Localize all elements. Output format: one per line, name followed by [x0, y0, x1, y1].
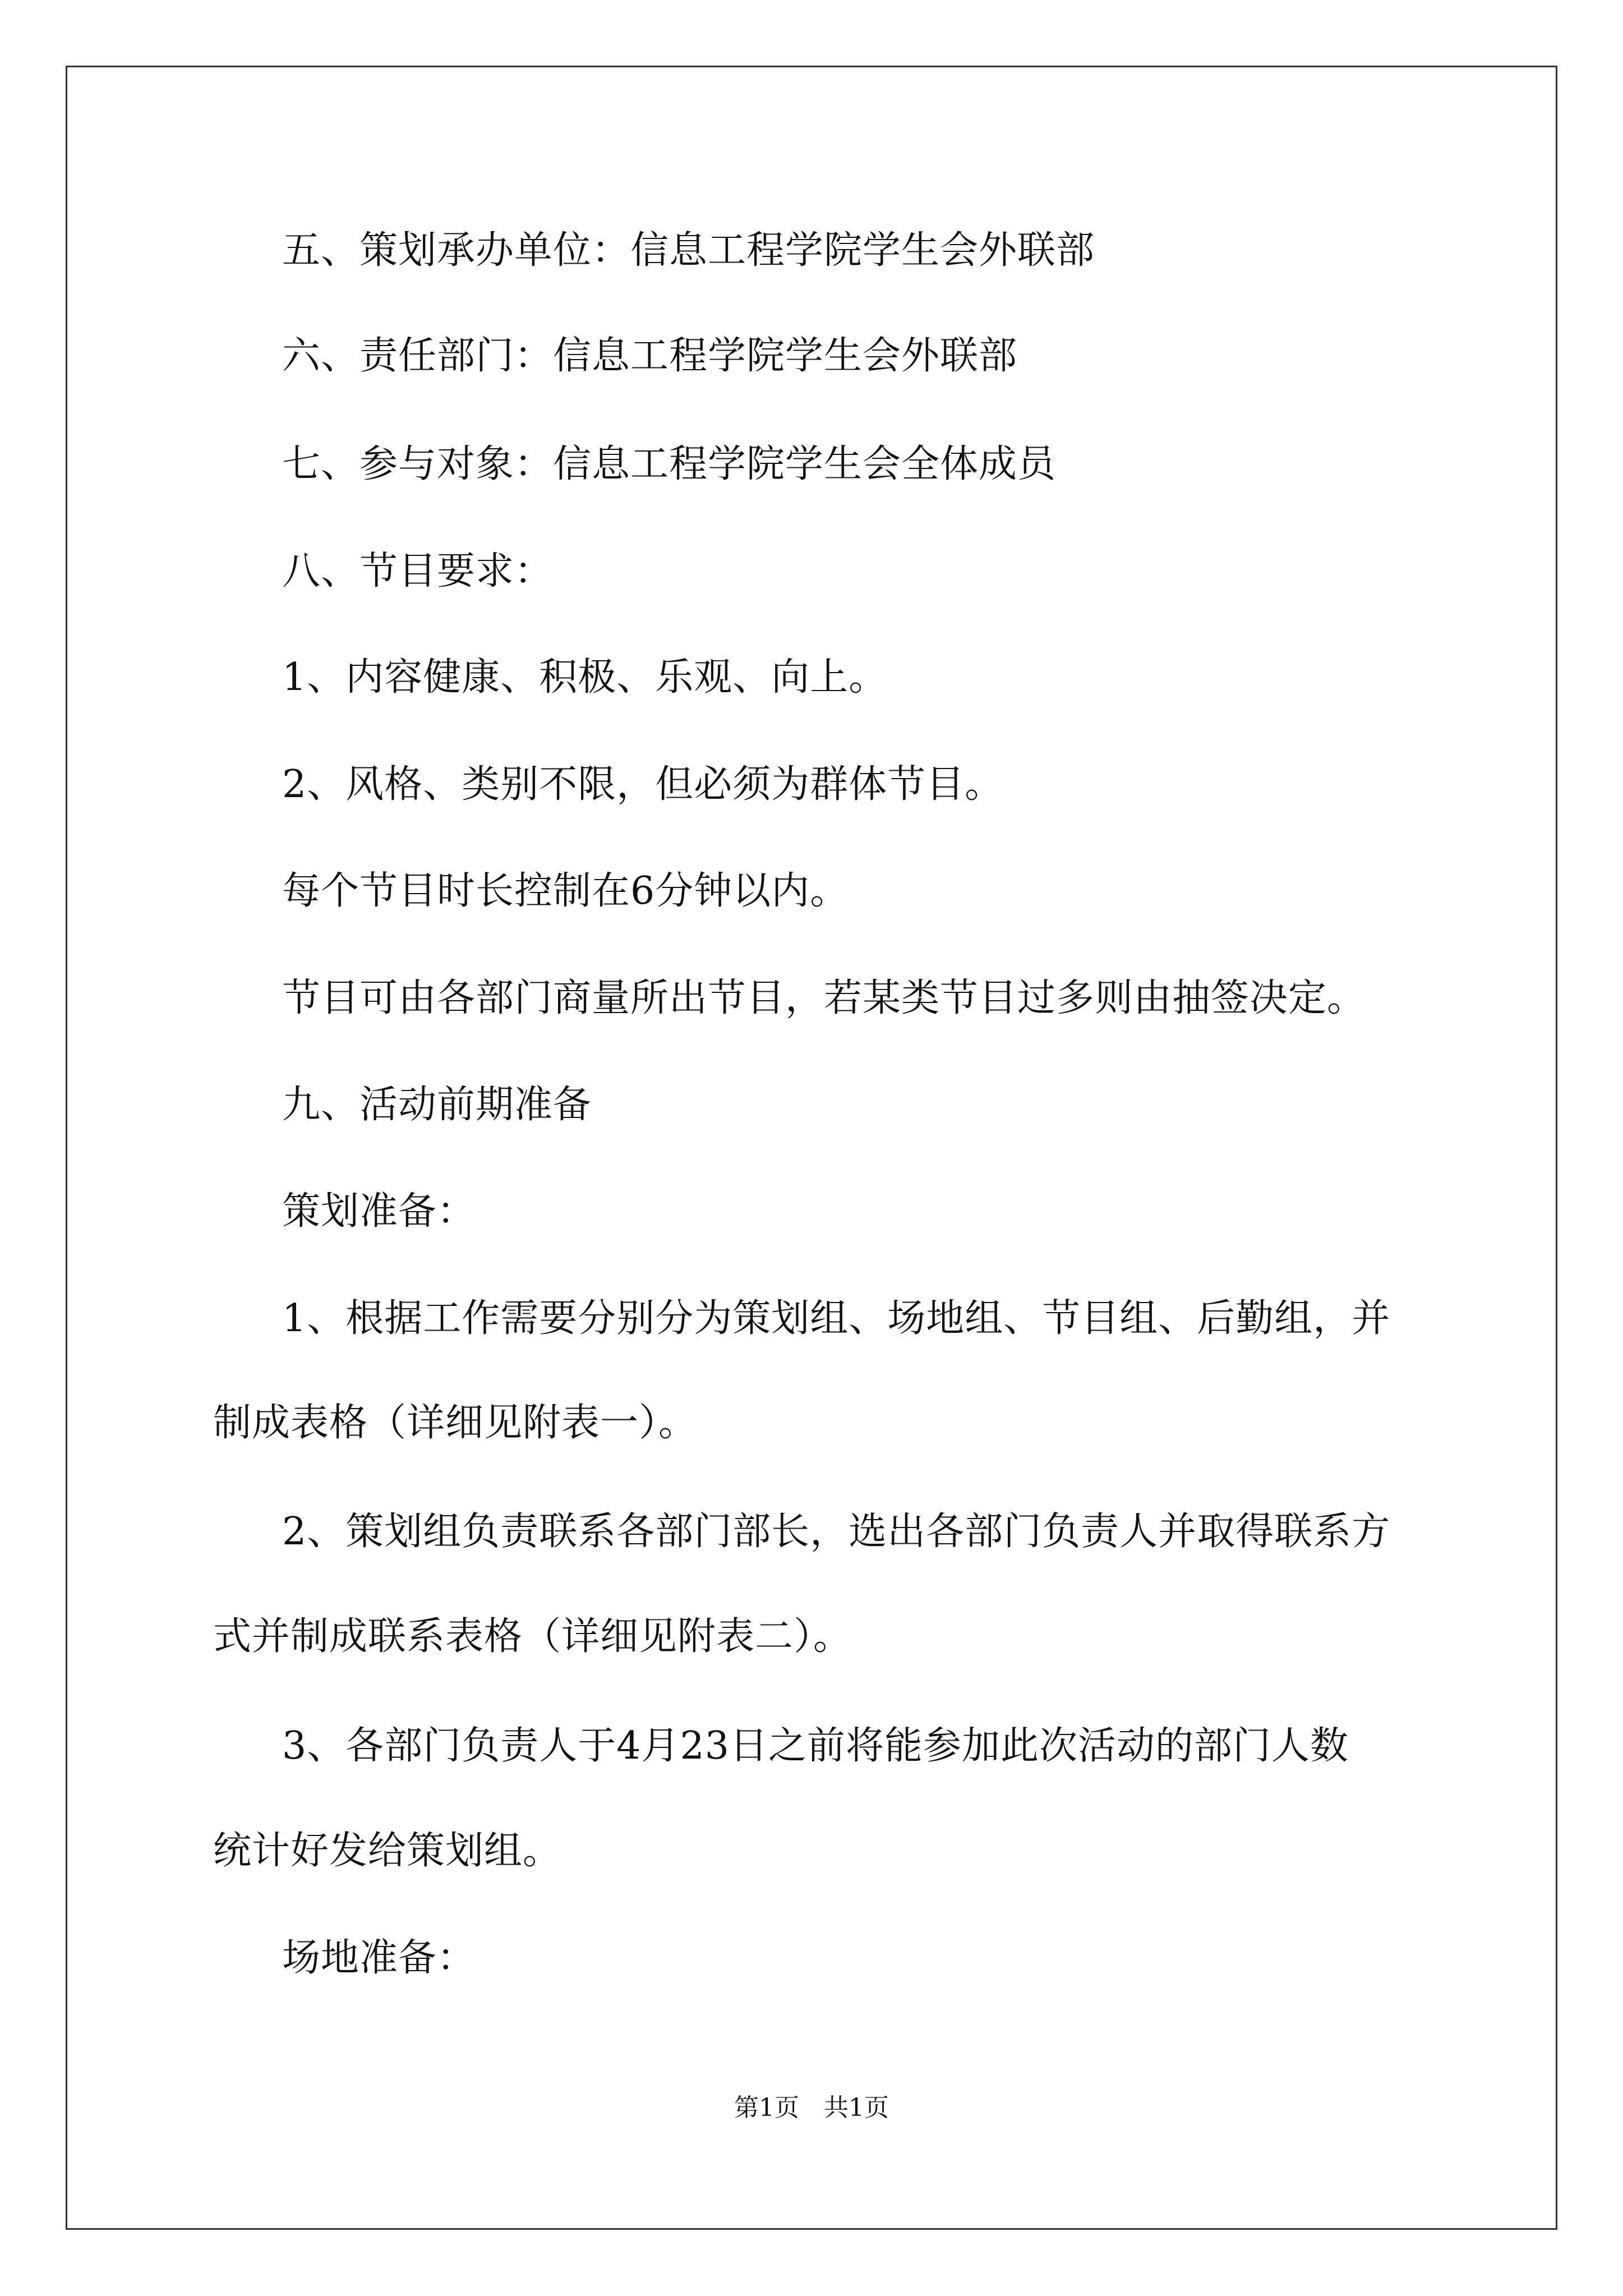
section-six-department: 六、责任部门：信息工程学院学生会外联部 [282, 334, 1018, 378]
page-footer: 第1页 共1页 [734, 2093, 889, 2122]
planning-item-2-line-2: 式并制成联系表格（详细见附表二）。 [213, 1614, 852, 1659]
planning-item-1-line-2: 制成表格（详细见附表一）。 [213, 1401, 698, 1445]
section-seven-participants: 七、参与对象：信息工程学院学生会全体成员 [282, 442, 1057, 486]
program-requirement-2: 2、风格、类别不限，但必须为群体节目。 [282, 762, 1004, 807]
program-selection-note: 节目可由各部门商量所出节目，若某类节目过多则由抽签决定。 [282, 976, 1366, 1020]
planning-item-1-line-1: 1、根据工作需要分别分为策划组、场地组、节目组、后勤组，并 [282, 1296, 1391, 1341]
planning-item-3-line-1: 3、各部门负责人于4月23日之前将能参加此次活动的部门人数 [282, 1724, 1349, 1768]
planning-prep-heading: 策划准备： [282, 1189, 476, 1234]
program-duration-note: 每个节目时长控制在6分钟以内。 [282, 869, 849, 913]
planning-item-3-line-2: 统计好发给策划组。 [213, 1829, 562, 1873]
section-nine-heading: 九、活动前期准备 [282, 1083, 592, 1127]
page-border [66, 66, 1557, 2230]
section-five-organizer: 五、策划承办单位：信息工程学院学生会外联部 [282, 228, 1095, 273]
planning-item-2-line-1: 2、策划组负责联系各部门部长，选出各部门负责人并取得联系方 [282, 1510, 1391, 1554]
program-requirement-1: 1、内容健康、积极、乐观、向上。 [282, 655, 888, 700]
venue-prep-heading: 场地准备： [282, 1936, 476, 1980]
section-eight-heading: 八、节目要求： [282, 549, 554, 593]
